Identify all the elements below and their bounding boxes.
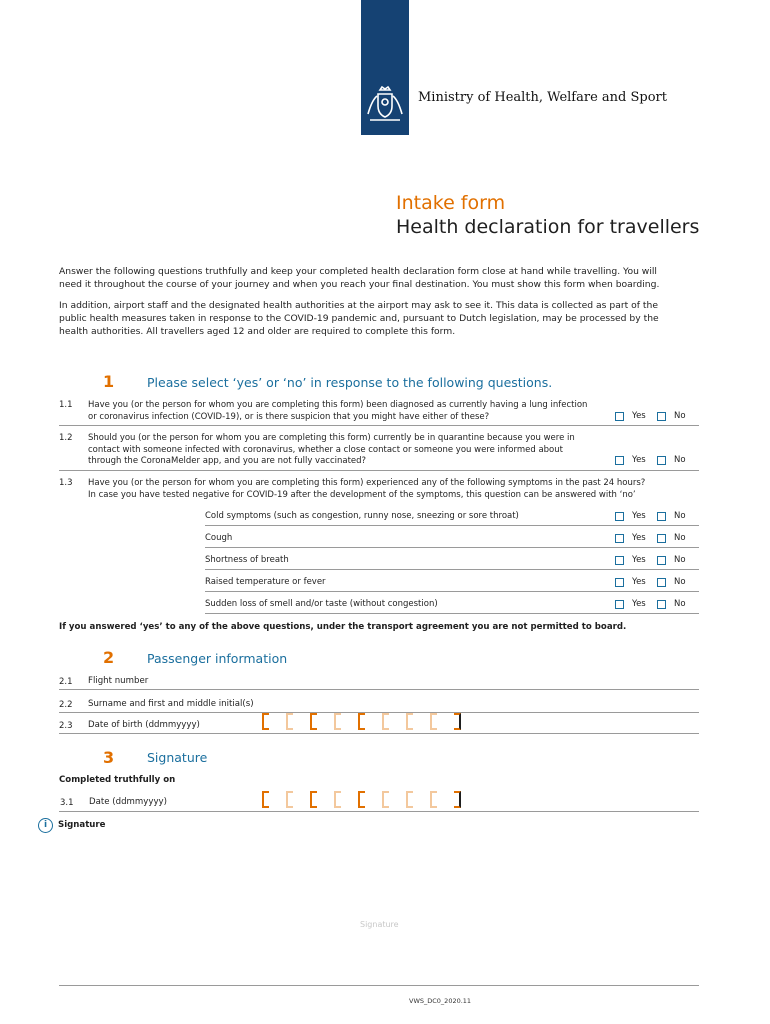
- question-text: Have you (or the person for whom you are completing this form) experienced any of the following symptoms in the past 24 hours? In case you have tested negative for COVID-19 after the development of the symptoms, this question can be answered with ‘no’: [88, 478, 646, 500]
- digit-box: [430, 791, 437, 808]
- yes-label: Yes: [632, 599, 646, 609]
- no-option[interactable]: [657, 533, 686, 543]
- signature-date-label: Date (ddmmyyyy): [89, 797, 167, 807]
- digit-box: [358, 791, 365, 808]
- section-1-title: Please select ‘yes’ or ‘no’ in response to the following questions.: [147, 375, 553, 390]
- yes-checkbox[interactable]: [615, 412, 624, 421]
- form-title: Intake form: [396, 192, 506, 214]
- digit-box: [382, 791, 389, 808]
- symptom-label: Raised temperature or fever: [205, 577, 326, 587]
- yes-checkbox[interactable]: [615, 534, 624, 543]
- symptom-label: Cough: [205, 533, 233, 543]
- date-of-birth-label: Date of birth (ddmmyyyy): [88, 720, 200, 730]
- signature-field[interactable]: Signature: [360, 920, 399, 929]
- signature-label: Signature: [58, 820, 106, 830]
- yes-option[interactable]: [615, 577, 646, 587]
- digit-box: [262, 791, 269, 808]
- no-option[interactable]: [657, 511, 686, 521]
- intro-paragraph-2: In addition, airport staff and the designated health authorities at the airport may ask to see it. This data is collected as part of the public health measures taken in response to the COVID-19 pandemic and, pursuant to Dutch legislation, may be processed by the health authorities. All travellers aged 12 and older are required to complete this form.: [59, 300, 659, 337]
- field-number: 2.2: [59, 700, 73, 710]
- section-1-number: 1: [103, 372, 115, 391]
- yes-option[interactable]: [615, 533, 646, 543]
- digit-box: [430, 713, 437, 730]
- intro-paragraph-1: Answer the following questions truthfully and keep your completed health declaration form close at hand while travelling. You will need it throughout the course of your journey and when you reach your final destination. You must show this form when boarding.: [59, 266, 660, 290]
- yes-label: Yes: [632, 455, 646, 465]
- symptom-label: Shortness of breath: [205, 555, 289, 565]
- digit-box: [334, 713, 341, 730]
- digit-box: [382, 713, 389, 730]
- flight-number-label: Flight number: [88, 676, 149, 686]
- digit-box: [262, 713, 269, 730]
- yes-label: Yes: [632, 511, 646, 521]
- yes-checkbox[interactable]: [615, 512, 624, 521]
- yes-label: Yes: [632, 555, 646, 565]
- info-icon[interactable]: i: [38, 818, 53, 833]
- signature-date-input[interactable]: [262, 791, 461, 808]
- section-3-title: Signature: [147, 750, 208, 765]
- date-of-birth-input[interactable]: [262, 713, 461, 730]
- digit-box: [406, 791, 413, 808]
- section-3-number: 3: [103, 748, 115, 767]
- yes-checkbox[interactable]: [615, 456, 624, 465]
- question-number: 1.2: [59, 433, 73, 443]
- no-checkbox[interactable]: [657, 512, 666, 521]
- field-number: 2.1: [59, 677, 73, 687]
- no-option[interactable]: [657, 455, 686, 465]
- digit-box-end: [454, 713, 461, 730]
- surname-label: Surname and first and middle initial(s): [88, 699, 254, 709]
- yes-option[interactable]: [615, 511, 646, 521]
- no-label: No: [674, 511, 686, 521]
- footer-code: VWS_DC0_2020.11: [409, 997, 472, 1005]
- no-label: No: [674, 411, 686, 421]
- divider: [205, 525, 699, 526]
- no-option[interactable]: [657, 411, 686, 421]
- section-2-title: Passenger information: [147, 651, 288, 666]
- field-number: 3.1: [60, 798, 74, 808]
- completed-truthfully-label: Completed truthfully on: [59, 775, 176, 785]
- no-label: No: [674, 577, 686, 587]
- digit-box: [310, 791, 317, 808]
- question-number: 1.1: [59, 400, 73, 410]
- symptom-label: Cold symptoms (such as congestion, runny nose, sneezing or sore throat): [205, 511, 519, 521]
- no-checkbox[interactable]: [657, 556, 666, 565]
- digit-box: [286, 791, 293, 808]
- ministry-name: Ministry of Health, Welfare and Sport: [418, 90, 667, 105]
- yes-option[interactable]: [615, 599, 646, 609]
- divider: [59, 425, 699, 426]
- section-2-number: 2: [103, 648, 115, 667]
- yes-option[interactable]: [615, 455, 646, 465]
- no-option[interactable]: [657, 577, 686, 587]
- form-subtitle: Health declaration for travellers: [396, 216, 700, 238]
- question-text: Have you (or the person for whom you are completing this form) been diagnosed as currently having a lung infection or coronavirus infection (COVID-19), or is there suspicion that you might have either of these?: [88, 400, 588, 422]
- flight-number-input-line[interactable]: [59, 689, 699, 690]
- no-checkbox[interactable]: [657, 534, 666, 543]
- boarding-note: If you answered ‘yes’ to any of the above questions, under the transport agreement you are not permitted to board.: [59, 622, 627, 632]
- yes-option[interactable]: [615, 411, 646, 421]
- digit-box: [286, 713, 293, 730]
- divider: [59, 811, 699, 812]
- field-number: 2.3: [59, 721, 73, 731]
- digit-box: [310, 713, 317, 730]
- no-option[interactable]: [657, 555, 686, 565]
- yes-label: Yes: [632, 577, 646, 587]
- royal-crest-icon: [364, 84, 406, 124]
- no-checkbox[interactable]: [657, 456, 666, 465]
- yes-checkbox[interactable]: [615, 556, 624, 565]
- yes-checkbox[interactable]: [615, 578, 624, 587]
- divider: [59, 733, 699, 734]
- no-label: No: [674, 533, 686, 543]
- question-number: 1.3: [59, 478, 73, 488]
- no-label: No: [674, 455, 686, 465]
- divider: [59, 470, 699, 471]
- yes-option[interactable]: [615, 555, 646, 565]
- no-option[interactable]: [657, 599, 686, 609]
- divider: [205, 591, 699, 592]
- no-checkbox[interactable]: [657, 578, 666, 587]
- divider: [205, 547, 699, 548]
- divider: [205, 613, 699, 614]
- no-checkbox[interactable]: [657, 600, 666, 609]
- no-checkbox[interactable]: [657, 412, 666, 421]
- divider: [205, 569, 699, 570]
- digit-box: [334, 791, 341, 808]
- digit-box: [358, 713, 365, 730]
- no-label: No: [674, 555, 686, 565]
- signature-line: [59, 985, 699, 986]
- yes-label: Yes: [632, 533, 646, 543]
- digit-box: [406, 713, 413, 730]
- symptom-label: Sudden loss of smell and/or taste (without congestion): [205, 599, 438, 609]
- no-label: No: [674, 599, 686, 609]
- digit-box-end: [454, 791, 461, 808]
- yes-checkbox[interactable]: [615, 600, 624, 609]
- yes-label: Yes: [632, 411, 646, 421]
- question-text: Should you (or the person for whom you are completing this form) currently be in quarantine because you were in contact with someone infected with coronavirus, whether a close contact or someone you were informed about through the CoronaMelder app, and you are not fully vaccinated?: [88, 433, 575, 466]
